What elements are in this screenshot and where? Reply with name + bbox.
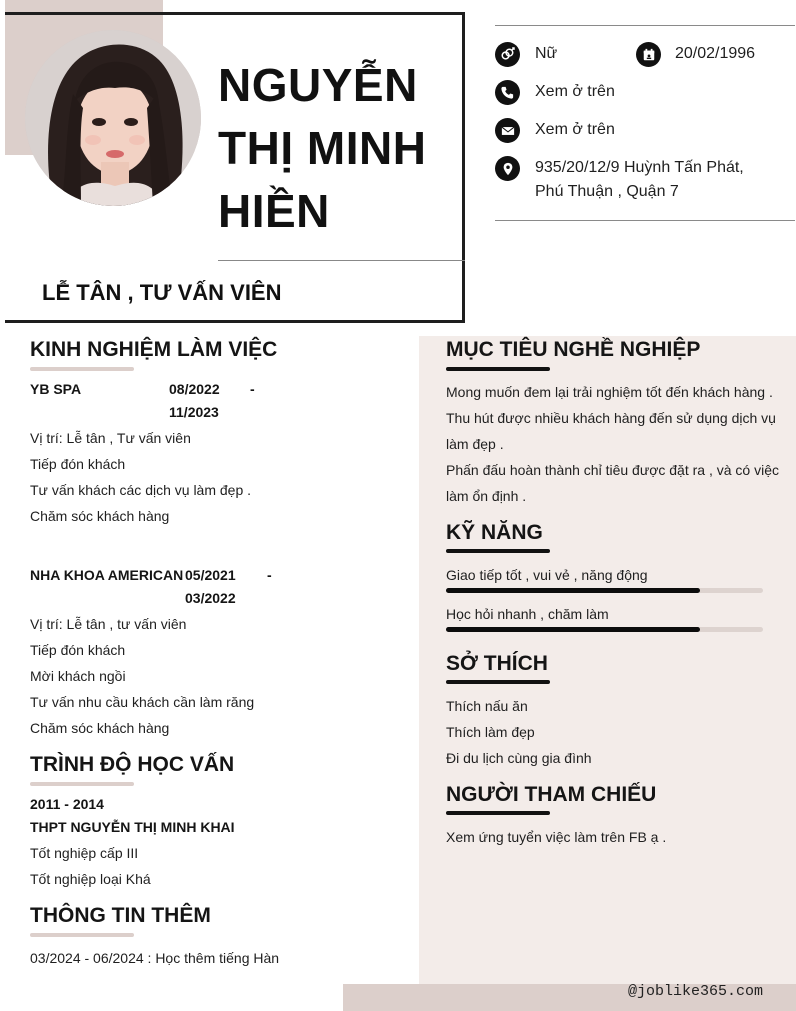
objective-line: Mong muốn đem lại trải nghiệm tốt đến khách hàng . [446,384,773,400]
birth-date: 20/02/1996 [675,45,756,62]
phone-icon [495,80,520,105]
education-school: THPT NGUYỄN THỊ MINH KHAI [30,819,235,835]
job-1-details [30,425,251,529]
objective-line: làm ổn định . [446,488,527,504]
skills-title-underline [446,549,550,553]
education-period: 2011 - 2014 [30,796,104,812]
footer-watermark: @joblike365.com [628,983,764,1000]
education-details [30,840,151,892]
full-name [218,54,458,243]
hobby-item: Thích nấu ăn [446,698,528,714]
extra-info-title: THÔNG TIN THÊM [30,904,211,927]
email-value: Xem ở trên [535,121,615,138]
references-title-underline [446,811,550,815]
skills-title: KỸ NĂNG [446,521,543,544]
objective-title-underline [446,367,550,371]
education-line: Tốt nghiệp cấp III [30,845,139,861]
address-line-2: Phú Thuận , Quận 7 [535,183,679,200]
job-2-line: Mời khách ngồi [30,668,126,684]
contact-top-divider [495,25,795,26]
skill-1-label: Giao tiếp tốt , vui vẻ , năng động [446,567,648,583]
skill-1-bar-fill [446,588,700,593]
hobby-item: Thích làm đẹp [446,724,535,740]
job-1-line: Tiếp đón khách [30,456,126,472]
objective-text [446,379,786,509]
name-line-3: HIỀN [218,185,330,237]
job-2-line: Tư vấn nhu cầu khách cần làm răng [30,694,255,710]
references-title: NGƯỜI THAM CHIẾU [446,783,657,806]
experience-title: KINH NGHIỆM LÀM VIỆC [30,338,278,361]
email-icon [495,118,520,143]
hobby-item: Đi du lịch cùng gia đình [446,750,592,766]
education-line: Tốt nghiệp loại Khá [30,871,151,887]
calendar-icon [636,42,661,67]
education-title: TRÌNH ĐỘ HỌC VẤN [30,753,235,776]
job-2-details [30,611,254,741]
job-position: LỄ TÂN , TƯ VẤN VIÊN [42,280,282,305]
education-title-underline [30,782,134,786]
skill-2-bar [446,627,763,632]
hobbies-title: SỞ THÍCH [446,652,548,675]
job-1-line: Vị trí: Lễ tân , Tư vấn viên [30,430,191,446]
job-2-dash: - [267,567,272,583]
contact-bottom-divider [495,220,795,221]
job-1-end: 11/2023 [169,404,219,420]
gender-icon [495,42,520,67]
extra-info-line: 03/2024 - 06/2024 : Học thêm tiếng Hàn [30,950,280,966]
job-2-company: NHA KHOA AMERICAN [30,567,184,583]
job-1-dash: - [250,381,255,397]
job-2-line: Vị trí: Lễ tân , tư vấn viên [30,616,187,632]
job-1-start: 08/2022 [169,381,220,397]
skill-2-bar-fill [446,627,700,632]
skill-1-bar [446,588,763,593]
job-2-line: Chăm sóc khách hàng [30,720,170,736]
job-2-start: 05/2021 [185,567,236,583]
name-line-2: THỊ MINH [218,122,427,174]
experience-title-underline [30,367,134,371]
job-1-line: Tư vấn khách các dịch vụ làm đẹp . [30,482,252,498]
profile-photo [25,30,201,206]
job-1-company: YB SPA [30,381,82,397]
objective-line: làm đẹp . [446,436,504,452]
job-2-end: 03/2022 [185,590,236,606]
name-line-1: NGUYỄN [218,59,418,111]
objective-line: Thu hút được nhiều khách hàng đến sử dụng dịch vụ [446,410,776,426]
address-line-1: 935/20/12/9 Huỳnh Tấn Phát, [535,159,744,176]
extra-info-title-underline [30,933,134,937]
objective-line: Phấn đấu hoàn thành chỉ tiêu được đặt ra , và có việc [446,462,779,478]
address [535,156,744,204]
location-icon [495,156,520,181]
name-frame-corner [5,320,13,323]
hobbies-title-underline [446,680,550,684]
objective-title: MỤC TIÊU NGHỀ NGHIỆP [446,338,701,361]
phone-value: Xem ở trên [535,83,615,100]
job-2-line: Tiếp đón khách [30,642,126,658]
references-line: Xem ứng tuyển việc làm trên FB ạ . [446,829,667,845]
gender-value: Nữ [535,45,558,62]
job-1-line: Chăm sóc khách hàng [30,508,170,524]
name-divider [218,260,465,261]
hobbies-list [446,693,592,771]
skill-2-label: Học hỏi nhanh , chăm làm [446,606,609,622]
